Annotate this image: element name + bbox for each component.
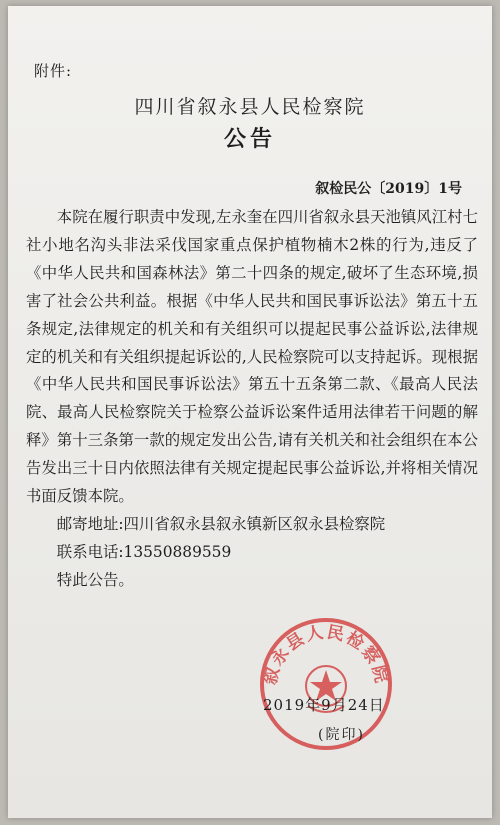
issuing-organization: 四川省叙永县人民检察院	[134, 96, 366, 118]
seal-note: (院印)	[318, 727, 365, 743]
mailing-address: 邮寄地址:四川省叙永县叙永镇新区叙永县检察院	[56, 514, 386, 533]
closing-line: 特此公告。	[56, 570, 134, 589]
document-page	[8, 6, 492, 818]
document-number: 叙检民公〔2019〕1号	[315, 181, 462, 197]
document-title: 公告	[223, 126, 276, 152]
attachment-label: 附件:	[34, 62, 73, 80]
document-body	[26, 204, 478, 595]
main-paragraph: 本院在履行职责中发现,左永奎在四川省叙永县天池镇风江村七社小地名沟头非法采伐国家重点保护植物楠木2株的行为,违反了《中华人民共和国森林法》第二十四条的规定,破坏了生态环境,损害了社会公共利益。根据《中华人民共和国民事诉讼法》第五十五条规定,法律规定的机关和有关组织可以提起民事公益诉讼,法律规定的机关和有关组织提起诉讼的,人民检察院可以支持起诉。现根据《中华人民共和国民事诉讼法》第五十五条第二款、《最高人民法院、最高人民检察院关于检察公益诉讼案件适用法律若干问题的解释》第十三条第一款的规定发出公告,请有关机关和社会组织在本公告发出三十日内依照法律有关规定提起民事公益诉讼,并将相关情况书面反馈本院。	[26, 208, 478, 506]
issue-date: 2019年9月24日	[263, 696, 385, 714]
seal-lettering: 叙永县人民检察院	[260, 622, 392, 687]
contact-phone: 联系电话:13550889559	[56, 542, 232, 561]
